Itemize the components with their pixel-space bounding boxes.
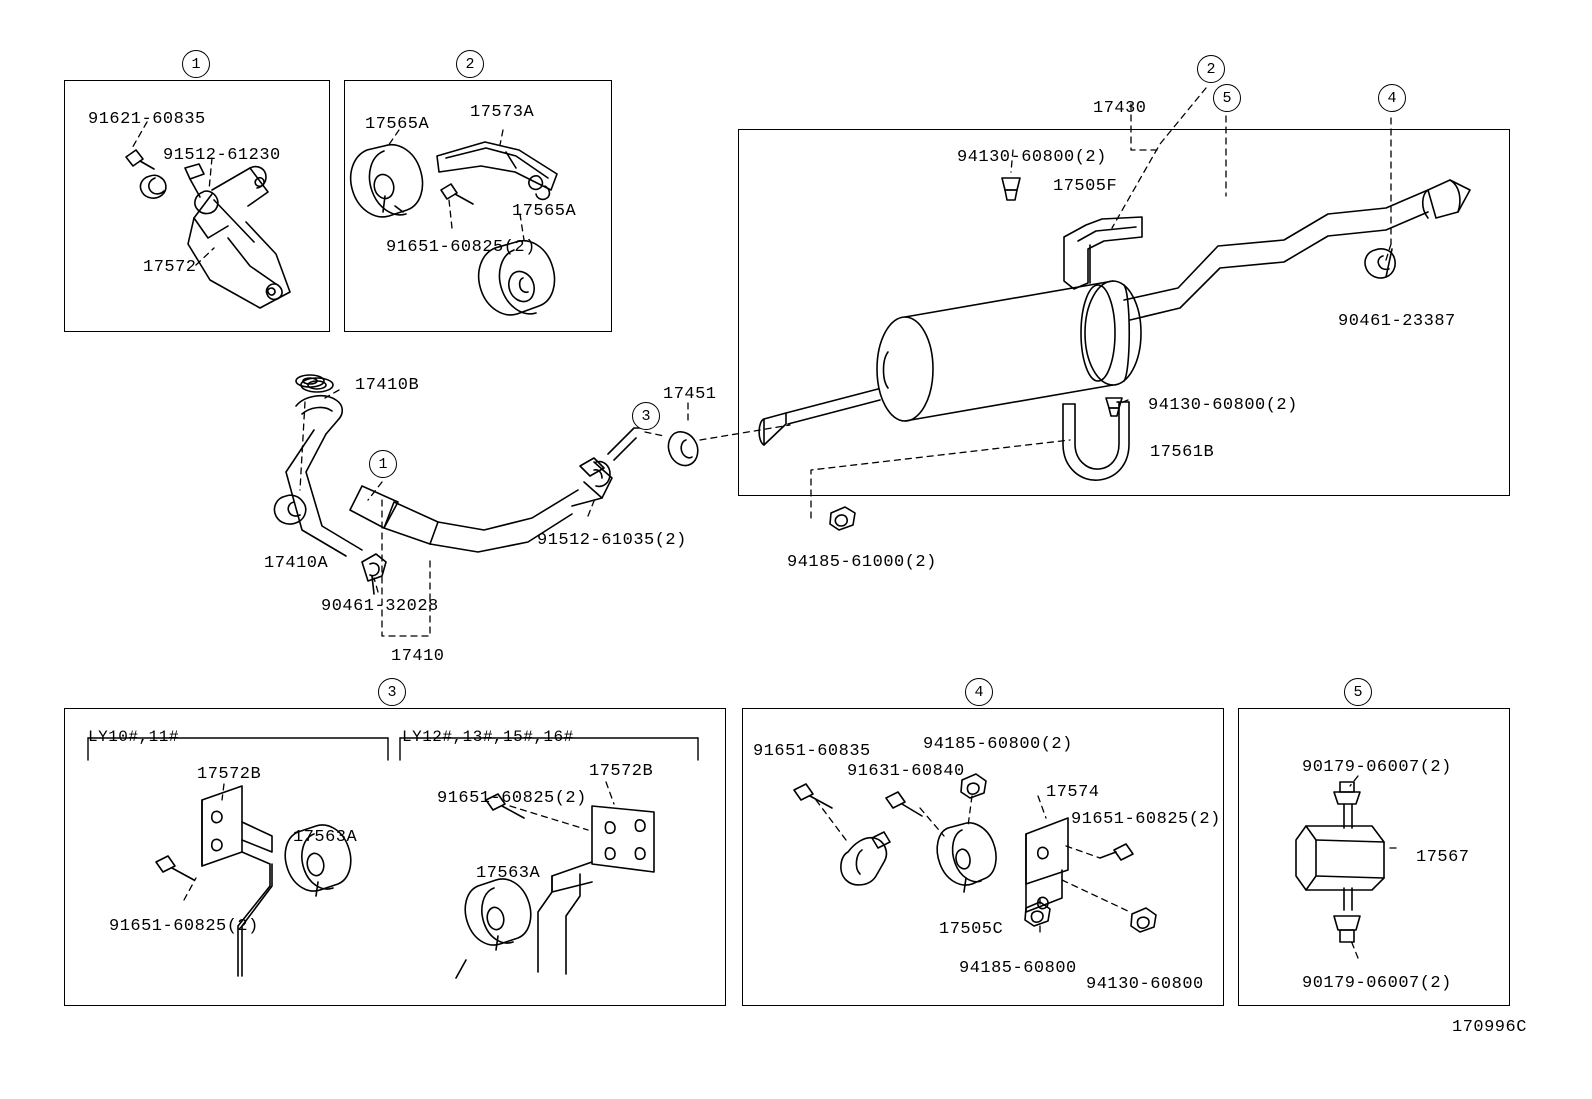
part-label-17573A: 17573A xyxy=(470,103,535,122)
part-label-91651-60825-panel2: 91651-60825(2) xyxy=(386,238,536,257)
part-94185-61000 xyxy=(830,507,855,530)
part-label-91651-60825-left: 91651-60825(2) xyxy=(109,917,259,936)
part-94130-60800-nut-p4 xyxy=(1131,908,1156,932)
part-91651-60825-bolt-p4-right xyxy=(1100,844,1133,860)
part-17410-front-pipe xyxy=(286,378,651,556)
part-label-94130-60800-top: 94130-60800(2) xyxy=(957,148,1107,167)
callout-label: 3 xyxy=(387,683,397,701)
part-exhaust-clamp-p4 xyxy=(841,832,890,885)
part-label-17565A-upper: 17565A xyxy=(365,115,430,134)
part-label-91651-60825-p4: 91651-60825(2) xyxy=(1071,810,1221,829)
part-91631-60840-bolt-p4 xyxy=(886,792,922,816)
callout-1-pipe xyxy=(369,450,397,478)
part-17505F xyxy=(1064,217,1142,289)
part-label-17567: 17567 xyxy=(1416,848,1470,867)
part-90179-06007-lower xyxy=(1334,916,1360,942)
part-94130-60800-top xyxy=(1002,178,1020,200)
part-label-17572: 17572 xyxy=(143,258,197,277)
part-label-17563A-right: 17563A xyxy=(476,864,541,883)
callout-label: 1 xyxy=(191,55,201,73)
part-94185-60800-nut-upper xyxy=(961,774,986,798)
part-91651-60825-left-bolt xyxy=(156,856,194,880)
muffler-inlet-pipe xyxy=(759,389,880,445)
part-91651-60825-bolt-panel2 xyxy=(441,184,473,204)
part-label-91651-60825-right: 91651-60825(2) xyxy=(437,789,587,808)
part-label-17505C: 17505C xyxy=(939,920,1004,939)
part-90179-06007-upper xyxy=(1334,782,1360,804)
part-91651-60835-bolt-p4 xyxy=(794,784,832,808)
part-label-94185-60800-upper: 94185-60800(2) xyxy=(923,735,1073,754)
part-17565A-upper xyxy=(351,145,423,217)
part-label-17565A-lower: 17565A xyxy=(512,202,577,221)
part-label-17430: 17430 xyxy=(1093,99,1147,118)
figure-id: 170996C xyxy=(1452,1018,1527,1037)
part-label-17505F: 17505F xyxy=(1053,177,1118,196)
part-label-91512-61230: 91512-61230 xyxy=(163,146,281,165)
part-label-17561B: 17561B xyxy=(1150,443,1215,462)
part-label-91651-60835-p4: 91651-60835 xyxy=(753,742,871,761)
part-17567 xyxy=(1296,804,1384,910)
callout-1-panel1 xyxy=(182,50,210,78)
part-label-90461-32028: 90461-32028 xyxy=(321,597,439,616)
part-label-94185-61000: 94185-61000(2) xyxy=(787,553,937,572)
tail-pipe xyxy=(1124,180,1470,320)
part-label-91512-61035: 91512-61035(2) xyxy=(537,531,687,550)
part-17505C xyxy=(937,823,996,892)
part-17451 xyxy=(668,432,697,466)
callout-label: 3 xyxy=(641,407,651,425)
part-label-17410B: 17410B xyxy=(355,376,420,395)
part-label-17572B-left: 17572B xyxy=(197,765,262,784)
part-17561B xyxy=(1063,402,1129,480)
group-title-ly10-11: LY10#,11# xyxy=(88,728,179,746)
part-17572B-right xyxy=(538,806,654,974)
part-label-17572B-right: 17572B xyxy=(589,762,654,781)
part-label-91621-60835: 91621-60835 xyxy=(88,110,206,129)
part-label-91631-60840: 91631-60840 xyxy=(847,762,965,781)
callout-4-main xyxy=(1378,84,1406,112)
callout-label: 1 xyxy=(378,455,388,473)
callout-4-panel4 xyxy=(965,678,993,706)
part-17572B-left xyxy=(202,786,272,976)
part-91621-60835 xyxy=(126,150,166,198)
part-label-17451: 17451 xyxy=(663,385,717,404)
callout-label: 2 xyxy=(465,55,475,73)
callout-label: 5 xyxy=(1353,683,1363,701)
part-label-90179-06007-lower: 90179-06007(2) xyxy=(1302,974,1452,993)
callout-label: 5 xyxy=(1222,89,1232,107)
part-label-17410A: 17410A xyxy=(264,554,329,573)
part-label-90179-06007-upper: 90179-06007(2) xyxy=(1302,758,1452,777)
part-label-17574: 17574 xyxy=(1046,783,1100,802)
callout-label: 4 xyxy=(1387,89,1397,107)
callout-label: 2 xyxy=(1206,60,1216,78)
part-90461-23387 xyxy=(1365,249,1395,278)
part-label-90461-23387: 90461-23387 xyxy=(1338,312,1456,331)
callout-2-panel2 xyxy=(456,50,484,78)
callout-2-main xyxy=(1197,55,1225,83)
part-label-17563A-left: 17563A xyxy=(293,828,358,847)
part-17574 xyxy=(1026,818,1068,912)
callout-3-panel3 xyxy=(378,678,406,706)
part-label-94130-60800-p4: 94130-60800 xyxy=(1086,975,1204,994)
callout-label: 4 xyxy=(974,683,984,701)
part-label-17410: 17410 xyxy=(391,647,445,666)
group-title-ly12-16: LY12#,13#,15#,16# xyxy=(402,728,574,746)
part-17572-bracket xyxy=(185,164,290,308)
part-17563A-right xyxy=(456,879,531,978)
muffler-body xyxy=(877,281,1141,421)
part-label-94130-60800-mid: 94130-60800(2) xyxy=(1148,396,1298,415)
part-label-94185-60800-lower: 94185-60800 xyxy=(959,959,1077,978)
callout-3-pipe xyxy=(632,402,660,430)
callout-5-panel5 xyxy=(1344,678,1372,706)
callout-5-main xyxy=(1213,84,1241,112)
part-17410A xyxy=(274,495,305,524)
